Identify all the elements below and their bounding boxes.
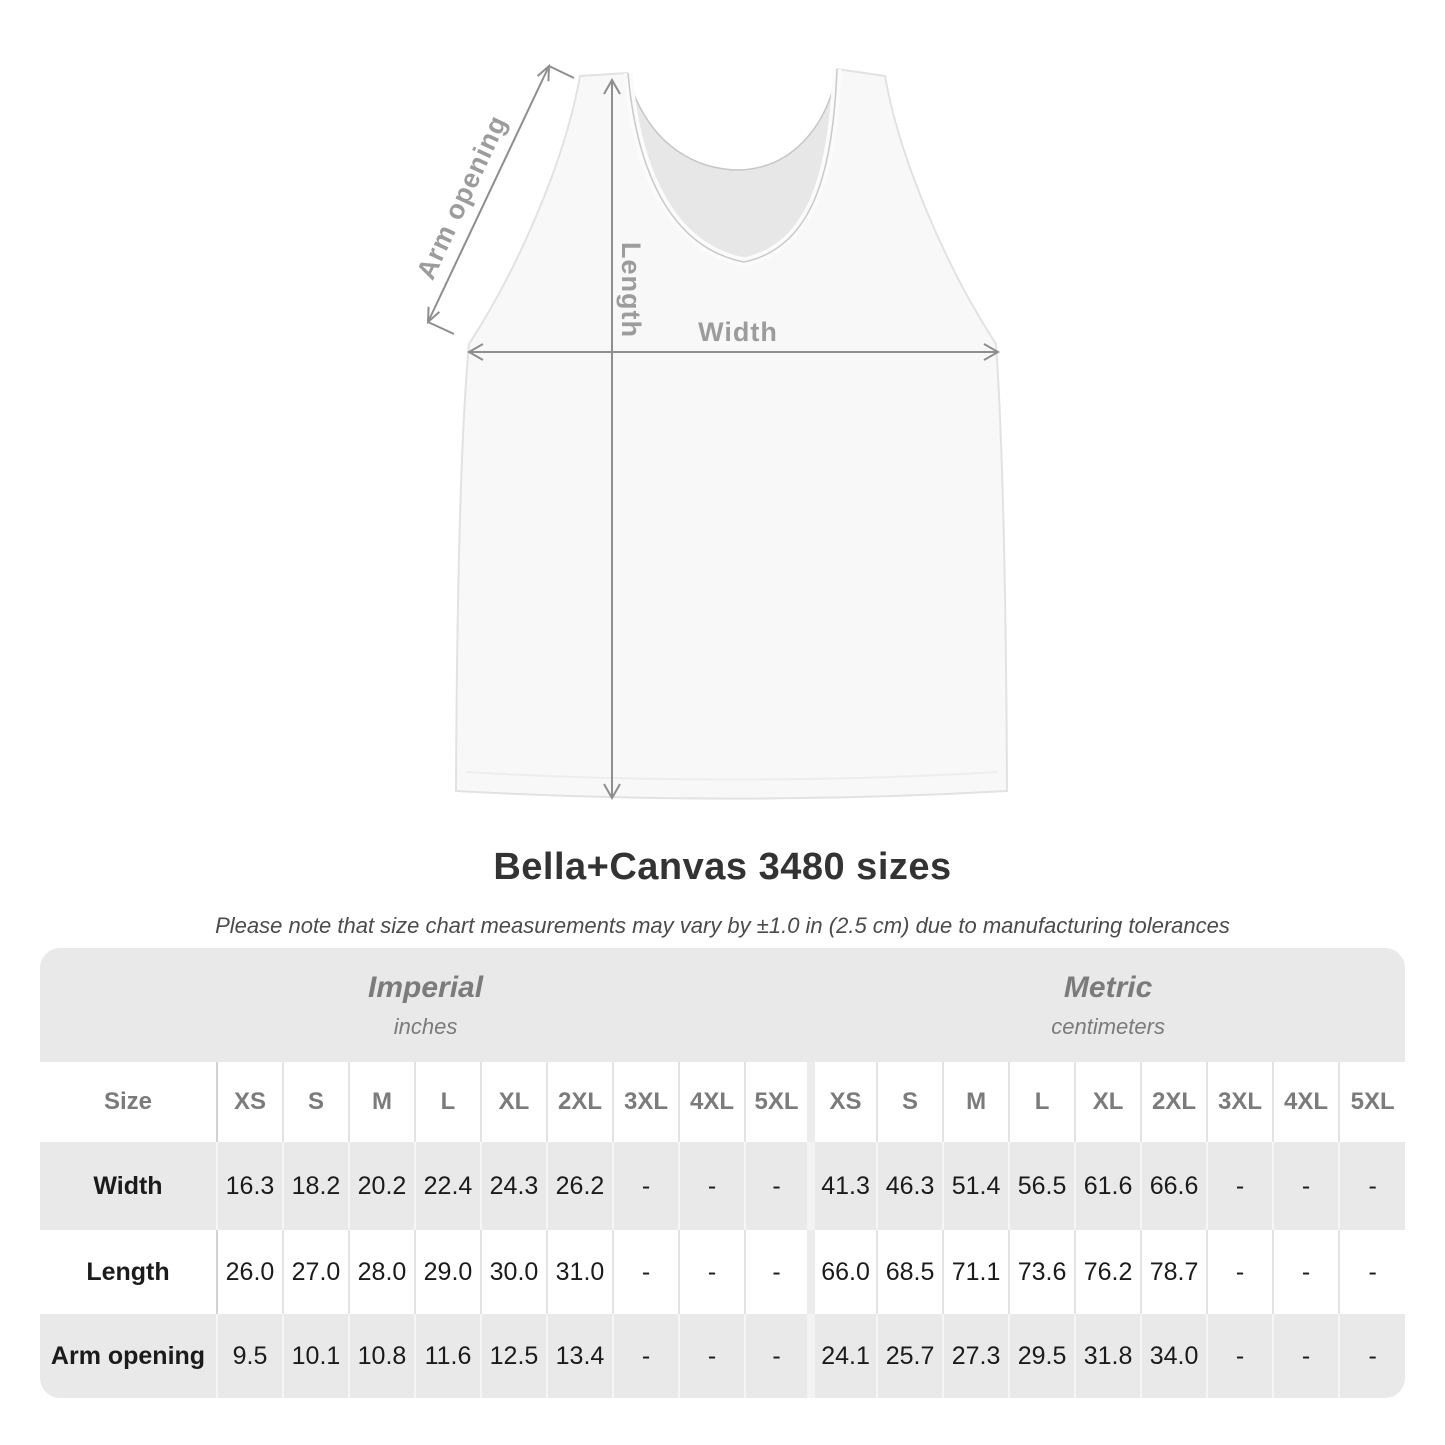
size-header-row bbox=[40, 1062, 1405, 1142]
measurement-value-imperial: 11.6 bbox=[415, 1314, 481, 1398]
size-table bbox=[40, 948, 1405, 1398]
measurement-value-metric: 41.3 bbox=[811, 1142, 877, 1230]
measurement-value-metric: - bbox=[1207, 1142, 1273, 1230]
measurement-row-label: Arm opening bbox=[50, 1341, 206, 1370]
measurement-value-imperial: 13.4 bbox=[547, 1314, 613, 1398]
size-column-header: L bbox=[415, 1062, 481, 1142]
size-column-header: 4XL bbox=[679, 1062, 745, 1142]
measurement-value-metric: 31.8 bbox=[1075, 1314, 1141, 1398]
size-column-header: XL bbox=[1075, 1062, 1141, 1142]
measurement-value-imperial: 31.0 bbox=[547, 1230, 613, 1314]
measurement-value-metric: - bbox=[1273, 1314, 1339, 1398]
measurement-value-imperial: - bbox=[745, 1142, 811, 1230]
measurement-value-imperial: 28.0 bbox=[349, 1230, 415, 1314]
measurement-value-metric: - bbox=[1339, 1230, 1405, 1314]
size-column-header: S bbox=[283, 1062, 349, 1142]
measurement-value-imperial: 24.3 bbox=[481, 1142, 547, 1230]
tolerance-note: Please note that size chart measurements may vary by ±1.0 in (2.5 cm) due to manufacturing tolerances bbox=[215, 913, 1230, 938]
measurement-value-metric: 66.6 bbox=[1141, 1142, 1207, 1230]
measurement-value-metric: 29.5 bbox=[1009, 1314, 1075, 1398]
size-column-header: 2XL bbox=[547, 1062, 613, 1142]
imperial-unit-label: inches bbox=[393, 1013, 458, 1039]
unit-section-header-row bbox=[40, 948, 1405, 1062]
measurement-value-imperial: 26.0 bbox=[217, 1230, 283, 1314]
measurement-value-metric: - bbox=[1339, 1142, 1405, 1230]
measurement-value-imperial: 22.4 bbox=[415, 1142, 481, 1230]
measurement-value-metric: 68.5 bbox=[877, 1230, 943, 1314]
size-column-header: 4XL bbox=[1273, 1062, 1339, 1142]
measurement-value-metric: 25.7 bbox=[877, 1314, 943, 1398]
measurement-value-metric: 51.4 bbox=[943, 1142, 1009, 1230]
measurement-value-metric: 34.0 bbox=[1141, 1314, 1207, 1398]
measurement-value-metric: 66.0 bbox=[811, 1230, 877, 1314]
width-label: Width bbox=[698, 317, 778, 347]
size-column-header: M bbox=[349, 1062, 415, 1142]
measurement-row bbox=[40, 1314, 1405, 1398]
measurement-row bbox=[40, 1230, 1405, 1314]
measurement-value-imperial: 10.8 bbox=[349, 1314, 415, 1398]
metric-unit-label: centimeters bbox=[1051, 1013, 1165, 1039]
measurement-value-metric: 73.6 bbox=[1009, 1230, 1075, 1314]
measurement-value-imperial: 18.2 bbox=[283, 1142, 349, 1230]
measurement-value-metric: 56.5 bbox=[1009, 1142, 1075, 1230]
measurement-value-imperial: - bbox=[613, 1142, 679, 1230]
length-label: Length bbox=[616, 242, 646, 338]
size-column-header: L bbox=[1009, 1062, 1075, 1142]
measurement-value-imperial: 27.0 bbox=[283, 1230, 349, 1314]
measurement-value-imperial: - bbox=[745, 1230, 811, 1314]
measurement-value-metric: 78.7 bbox=[1141, 1230, 1207, 1314]
size-chart-title: Bella+Canvas 3480 sizes bbox=[493, 846, 952, 888]
measurement-value-imperial: 26.2 bbox=[547, 1142, 613, 1230]
measurement-value-metric: 71.1 bbox=[943, 1230, 1009, 1314]
measurement-value-imperial: 9.5 bbox=[217, 1314, 283, 1398]
measurement-value-imperial: 29.0 bbox=[415, 1230, 481, 1314]
size-column-header: XS bbox=[217, 1062, 283, 1142]
measurement-row-label: Width bbox=[93, 1171, 163, 1200]
size-column-header: 2XL bbox=[1141, 1062, 1207, 1142]
size-column-header: 3XL bbox=[613, 1062, 679, 1142]
measurement-value-imperial: - bbox=[613, 1314, 679, 1398]
measurement-value-metric: - bbox=[1273, 1142, 1339, 1230]
size-column-header: 5XL bbox=[1339, 1062, 1405, 1142]
size-column-header: XS bbox=[811, 1062, 877, 1142]
size-chart-table bbox=[40, 948, 1405, 1398]
measurement-value-metric: 76.2 bbox=[1075, 1230, 1141, 1314]
arm-opening-label: Arm opening bbox=[410, 110, 513, 284]
measurement-value-metric: 46.3 bbox=[877, 1142, 943, 1230]
size-column-header: XL bbox=[481, 1062, 547, 1142]
measurement-value-imperial: 20.2 bbox=[349, 1142, 415, 1230]
measurement-value-metric: - bbox=[1207, 1230, 1273, 1314]
measurement-row bbox=[40, 1142, 1405, 1230]
measurement-value-imperial: 16.3 bbox=[217, 1142, 283, 1230]
measurement-value-metric: 61.6 bbox=[1075, 1142, 1141, 1230]
measurement-value-imperial: - bbox=[679, 1230, 745, 1314]
imperial-section-header bbox=[40, 948, 811, 1062]
measurement-value-imperial: - bbox=[613, 1230, 679, 1314]
measurement-value-imperial: 10.1 bbox=[283, 1314, 349, 1398]
measurement-value-metric: - bbox=[1273, 1230, 1339, 1314]
measurement-value-metric: - bbox=[1339, 1314, 1405, 1398]
measurement-value-imperial: - bbox=[679, 1314, 745, 1398]
measurement-value-metric: 24.1 bbox=[811, 1314, 877, 1398]
measurement-value-imperial: - bbox=[745, 1314, 811, 1398]
size-column-header: M bbox=[943, 1062, 1009, 1142]
measurement-value-metric: - bbox=[1207, 1314, 1273, 1398]
metric-label: Metric bbox=[1063, 970, 1153, 1004]
measurement-row-label: Length bbox=[86, 1257, 170, 1286]
size-column-header: 5XL bbox=[745, 1062, 811, 1142]
size-column-header: 3XL bbox=[1207, 1062, 1273, 1142]
measurement-value-metric: 27.3 bbox=[943, 1314, 1009, 1398]
size-column-header: S bbox=[877, 1062, 943, 1142]
metric-section-header bbox=[811, 948, 1405, 1062]
imperial-label: Imperial bbox=[368, 970, 484, 1004]
measurement-value-imperial: 12.5 bbox=[481, 1314, 547, 1398]
size-header-label: Size bbox=[103, 1088, 153, 1115]
measurement-value-imperial: - bbox=[679, 1142, 745, 1230]
measurement-value-imperial: 30.0 bbox=[481, 1230, 547, 1314]
